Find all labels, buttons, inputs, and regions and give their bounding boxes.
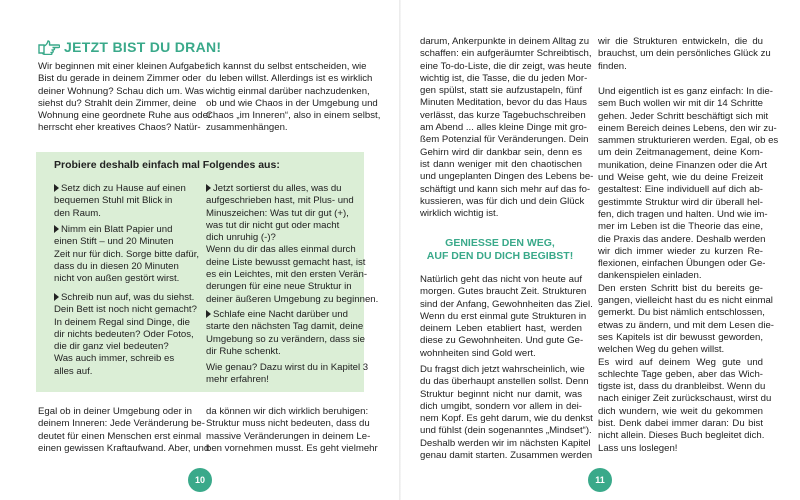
text-line: Nimm ein Blatt Papier und bbox=[54, 224, 199, 236]
text-line: Du fragst dich jetzt wahrscheinlich, wie bbox=[420, 364, 585, 375]
text-line: siehst du? Strahlt dein Zimmer, deine bbox=[38, 97, 197, 109]
text-line: Bist du gerade in deinem Zimmer oder bbox=[38, 73, 202, 85]
intro-column-2 bbox=[206, 61, 381, 135]
text-line: verlässt, das kurze Tagebuchschreiben bbox=[420, 109, 586, 121]
text-line: deutet für einen Menschen erst einmal bbox=[38, 430, 202, 442]
text-line: munikation, deine Finanzen oder die Art bbox=[598, 159, 768, 171]
text-line: und ungeplanten Dingen des Lebens be- bbox=[420, 171, 594, 183]
text-line: GENIESSE DEN WEG, bbox=[445, 237, 555, 249]
text-line: nach einiger Zeit zurückschaust, wirst du bbox=[598, 393, 772, 405]
text-line: dankenspielen einladen. bbox=[598, 270, 702, 282]
text-line: schäftigt und kann sich mehr auf das fo- bbox=[420, 183, 591, 195]
text-line: ist dann weniger mit den chaotischen bbox=[420, 158, 582, 170]
text-line: deine Liste bewusst gemacht hast, ist bbox=[206, 256, 366, 268]
exercise-step-5 bbox=[206, 309, 365, 358]
text-line: gen spülst, statt sie aufzustapeln, fünf bbox=[420, 85, 582, 97]
text-line: wichtig einmal darüber nachzudenken, bbox=[206, 85, 370, 97]
text-line: und fühlst (dein sogenanntes „Mindset“). bbox=[420, 425, 592, 437]
text-line: um dein Zeitmanagement, deine Kom- bbox=[598, 147, 763, 159]
text-line: einem Bereich deines Lebens, den wir zu- bbox=[598, 122, 777, 134]
text-line: ob und wie Chaos in der Umgebung und bbox=[206, 97, 378, 109]
section-subheading bbox=[420, 237, 580, 263]
text-line: Wohnung eine geordnete Ruhe aus oder bbox=[38, 110, 212, 122]
exercise-step-4 bbox=[206, 183, 378, 306]
text-line: brauchst, um dein persönliches Glück zu bbox=[598, 48, 771, 60]
text-line: sammen strukturieren werden. Egal, ob es bbox=[598, 135, 779, 147]
text-line: nicht von außen gestört wirst. bbox=[54, 273, 180, 285]
text-line: Struktur muss nicht bedeuten, dass du bbox=[206, 418, 370, 430]
text-line: wichtig ist, die Tasse, die du jeden Mor- bbox=[420, 72, 588, 84]
text-line: gestimmte Struktur wird dir überall hel- bbox=[598, 196, 763, 208]
text-line: Wir beginnen mit einer kleinen Aufgabe: bbox=[38, 61, 208, 72]
text-line: fen, dich tragen und halten. Und wie im- bbox=[598, 208, 768, 220]
text-line: herrscht eher kreatives Chaos? Natür- bbox=[38, 122, 201, 134]
text-line: morgen. Gutes braucht Zeit. Strukturen bbox=[420, 286, 587, 298]
text-line: gehen. Jeder Schritt beschäftigt sich mit bbox=[598, 110, 769, 122]
text-line: und Weise geht, wie du deine Freizeit bbox=[598, 172, 763, 184]
text-line: Es wird auf deinem Weg gute und bbox=[598, 356, 763, 368]
right-column-1-paragraph-3 bbox=[420, 364, 593, 462]
outro-column-1 bbox=[38, 406, 210, 455]
right-column-2-paragraph-1 bbox=[598, 36, 771, 73]
text-line: den Raum. bbox=[54, 207, 101, 219]
text-line: was tut dir nicht gut oder macht bbox=[206, 219, 340, 231]
text-line: dich unruhig (-)? bbox=[206, 232, 276, 244]
text-line: welchen Weg du gehen willst. bbox=[598, 344, 725, 356]
text-line: etwas zu ändern, und mit dem Lesen die- bbox=[598, 319, 774, 331]
exercise-step-2 bbox=[54, 224, 199, 285]
text-line: Egal ob in deiner Umgebung oder in bbox=[38, 406, 192, 417]
section-heading bbox=[38, 38, 221, 56]
exercise-step-3 bbox=[54, 292, 197, 378]
text-line: Wenn du erst einmal gute Strukturen in bbox=[420, 310, 587, 322]
text-line: Minuten Meditation, bevor du das Haus bbox=[420, 97, 587, 109]
text-line: dir Ruhe schenkt. bbox=[206, 345, 281, 357]
text-line: aufgeschrieben hast, mit Plus- und bbox=[206, 195, 354, 207]
text-line: Und eigentlich ist es ganz einfach: In die- bbox=[598, 86, 773, 97]
text-line: ses Kapitels ist dir bewusst geworden, bbox=[598, 331, 763, 343]
text-line: eine To-do-Liste, die dir zeigt, was heute bbox=[420, 60, 592, 72]
text-line: AUF DEN DU DICH BEGIBST! bbox=[426, 250, 574, 262]
right-column-1-top bbox=[420, 36, 594, 220]
text-line: zusammenhängen. bbox=[206, 122, 288, 134]
text-line: sem Buch wollen wir mit dir 14 Schritte bbox=[598, 98, 763, 110]
text-line: mer im Leben ist die Theorie das eine, bbox=[598, 221, 763, 233]
section-heading-text: JETZT BIST DU DRAN! bbox=[64, 39, 222, 55]
text-line: tigste ist, dass du dranbleibst. Wenn du bbox=[598, 381, 766, 393]
text-line: die dir ganz viel bedeuten? bbox=[54, 341, 169, 353]
text-line: einen gewissen Kraftaufwand. Aber, und bbox=[38, 442, 210, 454]
exercise-box-footer bbox=[206, 362, 368, 387]
outro-column-2 bbox=[206, 406, 378, 455]
text-line: die Praxis das andere. Deshalb werden bbox=[598, 233, 766, 245]
text-line: Wie genau? Dazu wirst du in Kapitel 3 bbox=[206, 362, 369, 373]
page-number-right: 11 bbox=[588, 468, 612, 492]
text-line: flexionen, einfachen Übungen oder Ge- bbox=[598, 258, 766, 270]
text-line: Umgebung so zu verändern, dass sie bbox=[206, 333, 365, 345]
text-line: Minuszeichen: Was tut dir gut (+), bbox=[206, 207, 349, 219]
text-line: sind der Anfang, Gewohnheiten das Ziel. bbox=[420, 298, 593, 310]
text-line: es ein Leichtes, mit den ersten Verän- bbox=[206, 269, 368, 281]
text-line: Lass uns loslegen! bbox=[598, 442, 678, 454]
text-line: Natürlich geht das nicht von heute auf bbox=[420, 274, 582, 285]
text-line: Schreib nun auf, was du siehst. bbox=[54, 292, 197, 304]
exercise-box-title: Probiere deshalb einfach mal Folgendes aus: bbox=[54, 159, 280, 171]
text-line: dich wundern, wie weit du gekommen bbox=[598, 405, 763, 417]
text-line: wir die Strukturen entwickeln, die du bbox=[598, 36, 763, 47]
text-line: mehr erfahren! bbox=[206, 374, 269, 386]
page-number-left: 10 bbox=[188, 468, 212, 492]
text-line: Deshalb werden wir im nächsten Kapitel bbox=[420, 437, 591, 449]
text-line: Zeit nur für dich. Sorge bitte dafür, bbox=[54, 248, 200, 260]
text-line: deiner äußeren Umgebung zu beginnen. bbox=[206, 293, 379, 305]
text-line: Jetzt sortierst du alles, was du bbox=[206, 183, 378, 195]
text-line: einen Stift – und 20 Minuten bbox=[54, 236, 174, 248]
text-line: wohnheiten sind Gold wert. bbox=[420, 347, 536, 359]
text-line: kussieren, was für dich und dein Glück bbox=[420, 195, 585, 207]
text-line: Struktur beginnt nicht nur damit, was bbox=[420, 388, 582, 400]
text-line: genau damit starten. Zusammen werden bbox=[420, 450, 593, 462]
text-line: gangen, vielleicht hast du es nicht einmal bbox=[598, 295, 773, 307]
triangle-bullet-icon bbox=[206, 184, 211, 192]
text-line: deiner Wohnung? Schau dich um. Was bbox=[38, 85, 204, 97]
text-line: alles auf. bbox=[54, 365, 93, 377]
text-line: finden. bbox=[598, 60, 627, 72]
exercise-step-1 bbox=[54, 183, 186, 220]
text-line: Setz dich zu Hause auf einen bbox=[54, 183, 186, 195]
text-line: dass du in diesen 20 Minuten bbox=[54, 260, 179, 272]
text-line: du leben willst. Allerdings ist es wirklich bbox=[206, 73, 373, 85]
text-line: Dein Bett ist noch nicht gemacht? bbox=[54, 304, 197, 316]
text-line: deinem Leben etabliert hast, werden bbox=[420, 323, 582, 335]
triangle-bullet-icon bbox=[54, 293, 59, 301]
text-line: Schlafe eine Nacht darüber und bbox=[206, 309, 365, 321]
text-line: ben vornehmen musst. Es geht vielmehr bbox=[206, 442, 378, 454]
text-line: am Abend ... alles kleine Dinge mit gro- bbox=[420, 122, 587, 134]
text-line: deinem Inneren: Jede Veränderung be- bbox=[38, 418, 205, 430]
text-line: Gehirn wird dir dankbar sein, denn es bbox=[420, 146, 582, 158]
text-line: Wenn du dir das alles einmal durch bbox=[206, 244, 356, 256]
text-line: massive Veränderungen in deinem Le- bbox=[206, 430, 371, 442]
text-line: Was auch immer, schreib es bbox=[54, 353, 175, 365]
text-line: da können wir dich wirklich beruhigen: bbox=[206, 406, 369, 417]
triangle-bullet-icon bbox=[206, 310, 211, 318]
text-line: bist. Denk dabei immer daran: Du bist bbox=[598, 418, 763, 430]
text-line: dir nichts bedeuten? Oder Fotos, bbox=[54, 328, 194, 340]
text-line: starte den nächsten Tag damit, deine bbox=[206, 321, 364, 333]
text-line: schlechte Tage geben, aber das Wich- bbox=[598, 368, 763, 380]
right-column-2-paragraph-2 bbox=[598, 86, 779, 455]
text-line: darum, Ankerpunkte in deinem Alltag zu bbox=[420, 36, 590, 47]
text-line: bequemen Stuhl mit Blick in bbox=[54, 195, 173, 207]
pointing-hand-icon bbox=[38, 39, 60, 55]
text-line: Chaos „im Inneren“, also in einem selbst, bbox=[206, 110, 381, 122]
text-line: du das überhaupt anstellen sollst. Denn bbox=[420, 376, 589, 388]
text-line: wir dich immer wieder zu kurzen Re- bbox=[598, 245, 763, 257]
text-line: dich umgibt, sondern vor allem in dei- bbox=[420, 400, 582, 412]
text-line: gemerkt. Du bist nämlich entschlossen, bbox=[598, 307, 765, 319]
text-line: ßem Potenzial für Veränderungen. Dein bbox=[420, 134, 589, 146]
text-line: wirklich wichtig ist. bbox=[420, 208, 499, 220]
text-line: nem Kopf. Es geht darum, wie du denkst bbox=[420, 413, 593, 425]
text-line: diese zu Gewohnheiten. Und gute Ge- bbox=[420, 335, 584, 347]
intro-column-1 bbox=[38, 61, 212, 135]
text-line: Den ersten Schritt bist du bereits ge- bbox=[598, 282, 763, 294]
triangle-bullet-icon bbox=[54, 184, 59, 192]
triangle-bullet-icon bbox=[54, 225, 59, 233]
text-line: In deinem Regal sind Dinge, die bbox=[54, 316, 190, 328]
text-line: schaffen: ein aufgeräumter Schreibtisch, bbox=[420, 48, 592, 60]
text-line: lich kannst du selbst entscheiden, wie bbox=[206, 61, 367, 72]
text-line: nicht allein. Dieses Buch begleitet dich. bbox=[598, 430, 765, 442]
text-line: gestaltest: Eine individuell auf dich ab- bbox=[598, 184, 763, 196]
text-line: derungen für eine neue Struktur in bbox=[206, 281, 352, 293]
right-column-1-paragraph-2 bbox=[420, 274, 593, 360]
